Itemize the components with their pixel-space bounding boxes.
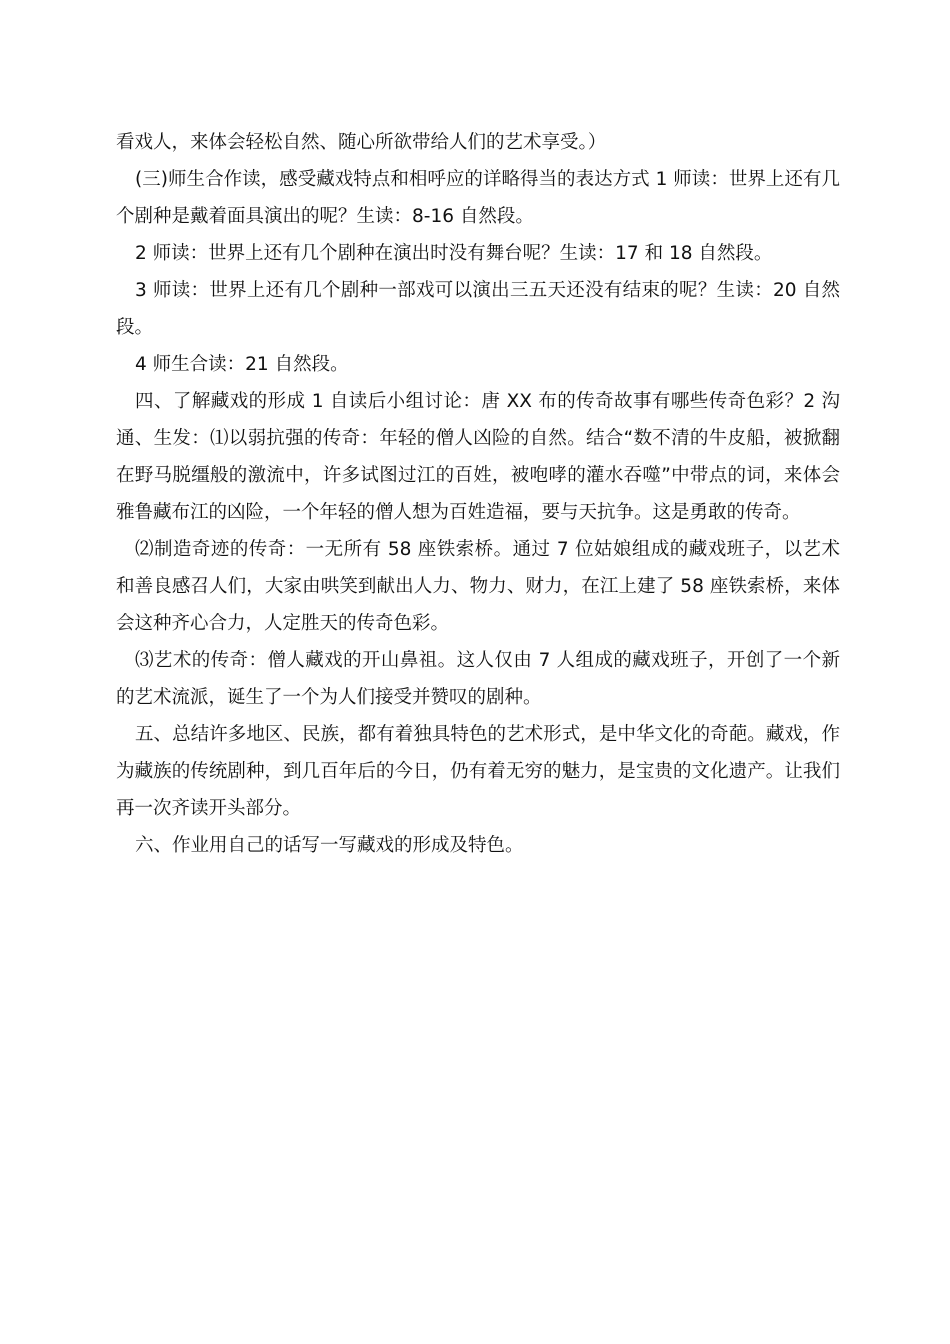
paragraph-legend-3: ⑶艺术的传奇：僧人藏戏的开山鼻祖。这人仅由 7 人组成的藏戏班子，开创了一个新的艺术流派，诞生了一个为人们接受并赞叹的剧种。 (116, 650, 840, 708)
paragraph-section-five: 五、总结许多地区、民族，都有着独具特色的艺术形式，是中华文化的奇葩。藏戏，作为藏族的传统剧种，到几百年后的今日，仍有着无穷的魅力，是宝贵的文化遗产。让我们再一次齐读开头部分。 (116, 724, 840, 819)
paragraph-reading-2: 2 师读：世界上还有几个剧种在演出时没有舞台呢？生读：17 和 18 自然段。 (135, 243, 773, 264)
paragraph-reading-4: 4 师生合读：21 自然段。 (135, 354, 349, 375)
paragraph-section-3: (三)师生合作读，感受藏戏特点和相呼应的详略得当的表达方式 1 师读：世界上还有几个剧种是戴着面具演出的呢？生读：8-16 自然段。 (116, 169, 840, 227)
paragraph-reading-3: 3 师读：世界上还有几个剧种一部戏可以演出三五天还没有结束的呢？生读：20 自然段。 (116, 280, 840, 338)
paragraph-section-six: 六、作业用自己的话写一写藏戏的形成及特色。 (135, 835, 524, 856)
paragraph-section-four: 四、了解藏戏的形成 1 自读后小组讨论：唐 XX 布的传奇故事有哪些传奇色彩？2 沟通、生发：⑴以弱抗强的传奇：年轻的僧人凶险的自然。结合“数不清的牛皮船，被掀翻在野马脱缰般的激流中，许多试图过江的百姓，被咆哮的灌水吞噬”中带点的词，来体会雅鲁藏布江的凶险，一个年轻的僧人想为百姓造福，要与天抗争。这是勇敢的传奇。 (116, 391, 840, 523)
paragraph-legend-2: ⑵制造奇迹的传奇：一无所有 58 座铁索桥。通过 7 位姑娘组成的藏戏班子，以艺术和善良感召人们，大家由哄笑到献出人力、物力、财力，在江上建了 58 座铁索桥，来体会这种齐心合力，人定胜天的传奇色彩。 (116, 539, 840, 634)
paragraph-continuation: 看戏人，来体会轻松自然、随心所欲带给人们的艺术享受。） (116, 132, 607, 153)
document-body (116, 124, 840, 864)
